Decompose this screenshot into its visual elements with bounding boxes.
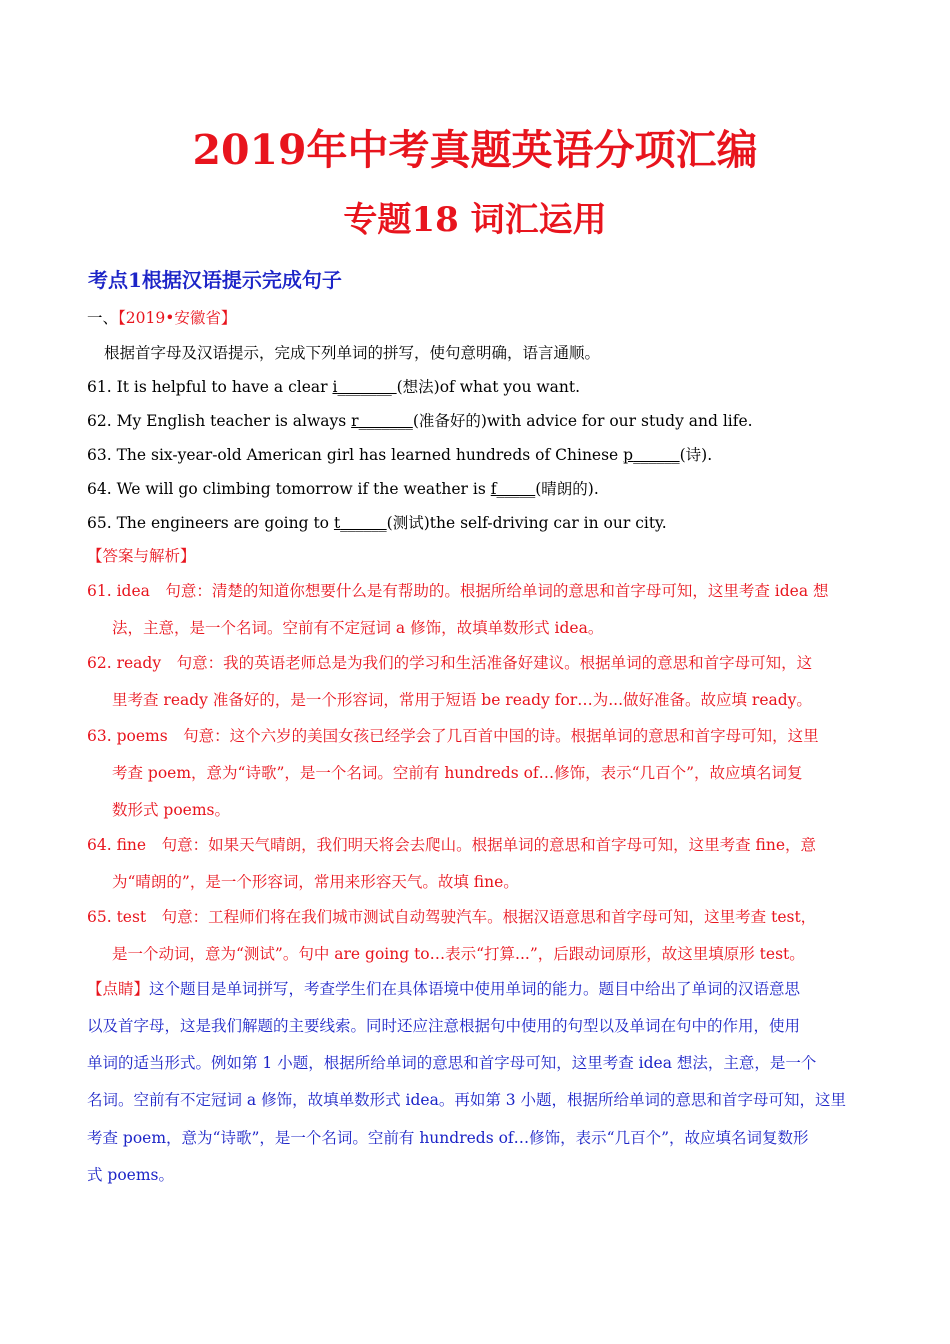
blank-62: r_______: [351, 412, 413, 430]
document-subtitle: 专题18 词汇运用: [343, 200, 607, 240]
answer-line: 为“晴朗的”，是一个形容词，常用来形容天气。故填 fine。: [112, 873, 519, 891]
tip-line: 单词的适当形式。例如第 1 小题，根据所给单词的意思和首字母可知，这里考查 idea 想法，主意，是一个: [87, 1054, 817, 1072]
document-title: 2019年中考真题英语分项汇编: [192, 126, 758, 174]
question-61: 61. It is helpful to have a clear i_______ (想法)of what you want.: [87, 378, 581, 396]
question-64: 64. We will go climbing tomorrow if the weather is f_____(晴朗的).: [87, 480, 599, 498]
part-heading: [87, 306, 236, 328]
instruction: 根据首字母及汉语提示，完成下列单词的拼写，使句意明确，语言通顺。: [104, 344, 601, 362]
answer-line: 里考查 ready 准备好的，是一个形容词，常用于短语 be ready for…为...做好准备。故应填 ready。: [112, 691, 812, 709]
question-63: 63. The six-year-old American girl has learned hundreds of Chinese p______(诗).: [87, 446, 713, 464]
part-prefix: 一、: [87, 309, 119, 327]
tip-line: 考查 poem，意为“诗歌”，是一个名词。空前有 hundreds of…修饰，表示“几百个”，故应填名词复数形: [87, 1129, 809, 1147]
answer-line: 数形式 poems。: [112, 801, 231, 819]
answer-line: 62. ready 句意：我的英语老师总是为我们的学习和生活准备好建议。根据单词的意思和首字母可知，这: [87, 654, 813, 672]
question-65: 65. The engineers are going to t______(测试)the self-driving car in our city.: [87, 514, 667, 532]
answer-line: 61. idea 句意：清楚的知道你想要什么是有帮助的。根据所给单词的意思和首字母可知，这里考查 idea 想: [87, 582, 829, 600]
tip-line: 以及首字母，这是我们解题的主要线索。同时还应注意根据句中使用的句型以及单词在句中的作用，使用: [87, 1017, 801, 1035]
section-heading: 考点1根据汉语提示完成句子: [88, 268, 342, 292]
answer-line: 考查 poem，意为“诗歌”，是一个名词。空前有 hundreds of…修饰，表示“几百个”，故应填名词复: [112, 764, 803, 782]
blank-61: i_______: [332, 378, 397, 396]
blank-65: t______: [333, 514, 387, 532]
answer-line: 64. fine 句意：如果天气晴朗，我们明天将会去爬山。根据单词的意思和首字母可知，这里考查 fine，意: [87, 836, 816, 854]
question-62: 62. My English teacher is always r_______(准备好的)with advice for our study and life.: [87, 412, 753, 430]
tip-line: 名词。空前有不定冠词 a 修饰，故填单数形式 idea。再如第 3 小题，根据所给单词的意思和首字母可知，这里: [87, 1091, 847, 1109]
tip-header: 【点睛】: [87, 980, 150, 998]
answer-line: 63. poems 句意：这个六岁的美国女孩已经学会了几百首中国的诗。根据单词的意思和首字母可知，这里: [87, 727, 819, 745]
part-source: 【2019•安徽省】: [118, 309, 237, 327]
answer-line: 法，主意，是一个名词。空前有不定冠词 a 修饰，故填单数形式 idea。: [112, 619, 604, 637]
answer-line: 65. test 句意：工程师们将在我们城市测试自动驾驶汽车。根据汉语意思和首字母可知，这里考查 test，: [87, 908, 817, 926]
blank-64: f_____: [490, 480, 536, 498]
blank-63: p______: [623, 446, 680, 464]
answer-line: 是一个动词，意为“测试”。句中 are going to…表示“打算...”，后跟动词原形，故这里填原形 test。: [112, 945, 805, 963]
answer-header: 【答案与解析】: [87, 547, 196, 565]
tip-line: 【点睛】这个题目是单词拼写，考查学生们在具体语境中使用单词的能力。题目中给出了单词的汉语意思: [87, 980, 801, 998]
tip-line: 式 poems。: [87, 1166, 175, 1184]
